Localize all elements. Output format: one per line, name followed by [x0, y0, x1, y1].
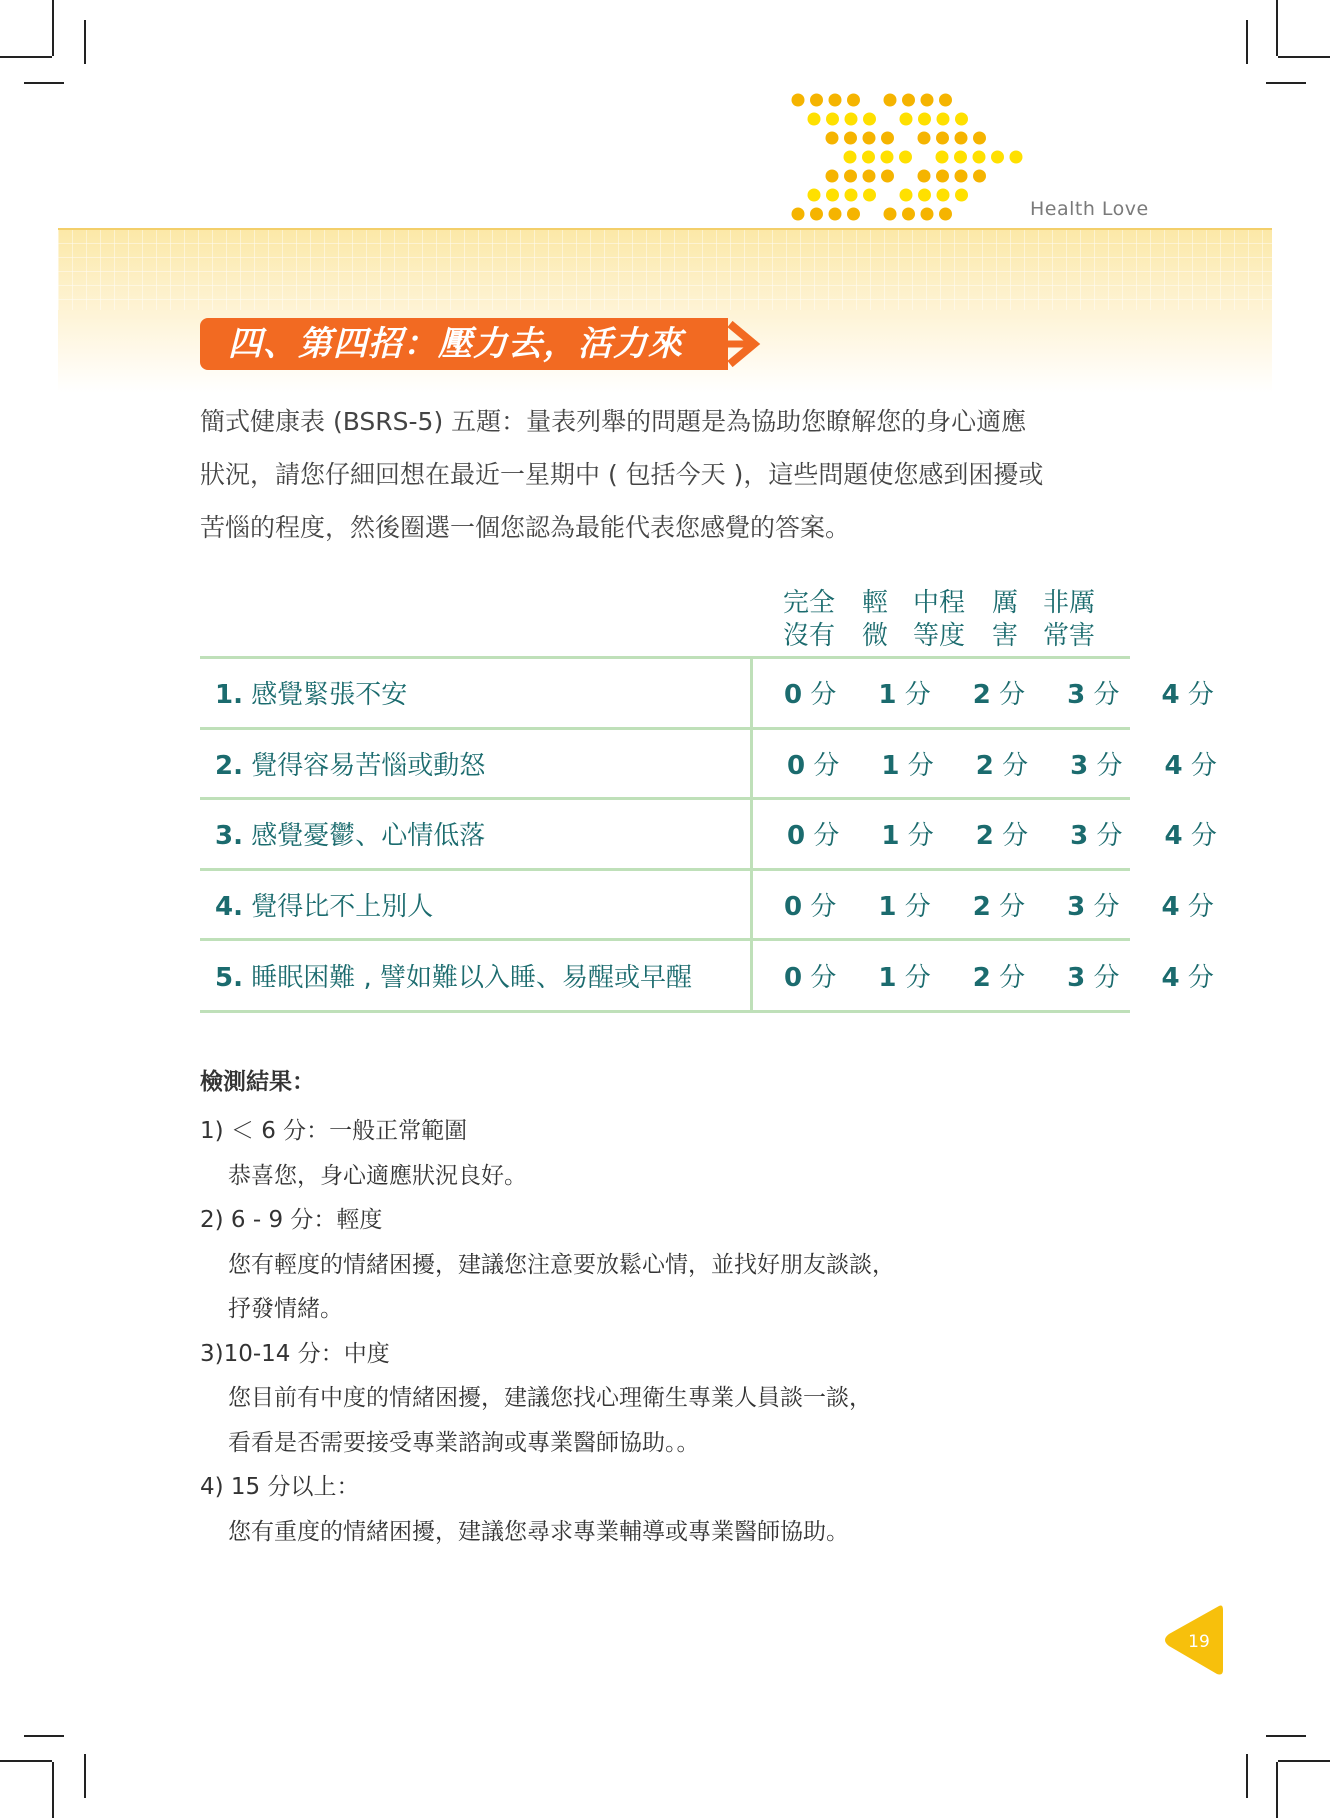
decor-dot: [881, 151, 894, 164]
result-description: 您有重度的情緒困擾，建議您尋求專業輔導或專業醫師協助。: [228, 1518, 849, 1545]
question-item: 5. 睡眠困難 , 譬如難以入睡、易醒或早醒: [215, 963, 693, 993]
result-description: 恭喜您，身心適應狀況良好。: [228, 1162, 527, 1189]
decor-dot: [810, 94, 823, 107]
decor-dot: [973, 151, 986, 164]
decor-dot: [863, 132, 876, 145]
decor-dot: [808, 113, 821, 126]
decor-dot: [881, 170, 894, 183]
score-option[interactable]: 1 分: [878, 680, 931, 710]
decor-dot: [845, 113, 858, 126]
question-item: 1. 感覺緊張不安: [215, 680, 408, 710]
score-option[interactable]: 3 分: [1070, 751, 1123, 781]
decor-dot: [973, 132, 986, 145]
decor-dot: [921, 208, 934, 221]
decor-dot: [808, 189, 821, 202]
decor-dot: [829, 208, 842, 221]
intro-line: 苦惱的程度，然後圈選一個您認為最能代表您感覺的答案。: [200, 513, 851, 542]
decor-dot: [900, 113, 913, 126]
result-description: 抒發情緒。: [228, 1296, 343, 1322]
score-option[interactable]: 2 分: [972, 680, 1026, 710]
crop-mark: [1278, 1760, 1330, 1762]
score-options: [784, 886, 1256, 923]
table-rule: [200, 1010, 1130, 1013]
result-description: 您有輕度的情緒困擾，建議您注意要放鬆心情，並找好朋友談談，: [228, 1251, 895, 1278]
decor-dot: [884, 208, 897, 221]
decor-dot: [862, 151, 875, 164]
decor-dot: [863, 113, 876, 126]
score-option[interactable]: 2 分: [975, 821, 1029, 851]
score-option[interactable]: 4 分: [1161, 892, 1214, 922]
crop-mark: [1276, 1762, 1278, 1818]
score-option[interactable]: 1 分: [878, 892, 931, 922]
crop-mark: [24, 1735, 64, 1737]
decor-dot: [844, 132, 857, 145]
result-description: 看看是否需要接受專業諮詢或專業醫師協助。。: [228, 1429, 700, 1456]
decor-dot: [918, 132, 931, 145]
decor-dot: [826, 189, 839, 202]
score-option[interactable]: 4 分: [1161, 680, 1214, 710]
result-range: 4) 15 分以上：: [200, 1474, 360, 1500]
brand-text: Health Love: [1030, 198, 1149, 220]
decor-dot: [955, 113, 968, 126]
decor-dot: [939, 208, 952, 221]
score-option[interactable]: 3 分: [1067, 892, 1120, 922]
col-header-severe: 厲 害: [992, 588, 1019, 651]
score-option[interactable]: 4 分: [1164, 821, 1217, 851]
score-options: [787, 745, 1259, 782]
question-item: 4. 覺得比不上別人: [215, 892, 434, 922]
decor-dot: [918, 189, 931, 202]
col-header-mild: 輕 微: [862, 588, 889, 651]
col-header-none: 完全 沒有: [783, 588, 836, 651]
decor-dot: [902, 208, 915, 221]
decor-dot: [1010, 151, 1023, 164]
score-option[interactable]: 1 分: [881, 751, 934, 781]
result-range: 1) ＜ 6 分：一般正常範圍: [200, 1118, 468, 1144]
decor-dot: [844, 151, 857, 164]
decor-dot: [973, 170, 986, 183]
score-option[interactable]: 1 分: [881, 821, 934, 851]
decor-dot: [936, 170, 949, 183]
table-rule: [200, 868, 1130, 871]
score-option[interactable]: 4 分: [1164, 751, 1217, 781]
result-description: 您目前有中度的情緒困擾，建議您找心理衛生專業人員談一談，: [228, 1385, 872, 1411]
crop-mark: [84, 1754, 86, 1798]
decor-dot: [826, 113, 839, 126]
result-range: 3)10-14 分：中度: [200, 1340, 390, 1367]
results-section: [200, 1065, 895, 1554]
decor-dot: [955, 170, 968, 183]
score-option[interactable]: 0 分: [784, 963, 837, 993]
decor-dot: [881, 132, 894, 145]
score-option[interactable]: 2 分: [972, 892, 1026, 922]
decor-dot: [991, 151, 1004, 164]
score-options: [784, 674, 1256, 711]
decor-dot: [955, 132, 968, 145]
results-heading: 檢測結果：: [200, 1069, 315, 1095]
decor-dot: [863, 189, 876, 202]
table-rule: [200, 938, 1130, 941]
score-option[interactable]: 3 分: [1070, 821, 1123, 851]
page-number-badge: [1155, 1600, 1225, 1680]
decor-dot: [847, 208, 860, 221]
decor-dot: [863, 170, 876, 183]
decor-dot: [936, 132, 949, 145]
col-header-moderate: 中程 等度: [913, 588, 966, 651]
decor-dot: [900, 189, 913, 202]
decor-dot: [918, 113, 931, 126]
intro-paragraph: [200, 395, 1140, 554]
title-arrow-icon: [724, 316, 762, 372]
page-number: 19: [1188, 1632, 1210, 1652]
decor-dot: [955, 189, 968, 202]
decor-dot: [921, 94, 934, 107]
table-column-divider: [750, 658, 753, 1012]
decor-dot: [844, 170, 857, 183]
table-rule: [200, 727, 1130, 730]
decor-dot: [810, 208, 823, 221]
score-option[interactable]: 1 分: [878, 963, 931, 993]
score-option[interactable]: 0 分: [784, 680, 837, 710]
question-item: 3. 感覺憂鬱、心情低落: [215, 821, 486, 851]
decor-dot: [826, 170, 839, 183]
crop-mark: [1246, 1754, 1248, 1798]
score-options: [787, 815, 1259, 852]
decor-dot: [939, 94, 952, 107]
score-option[interactable]: 3 分: [1067, 680, 1120, 710]
header-band-grid: [58, 230, 1272, 310]
decor-dot: [918, 170, 931, 183]
result-range: 2) 6 - 9 分：輕度: [200, 1207, 383, 1233]
table-rule: [200, 656, 1130, 659]
decor-dot: [899, 151, 912, 164]
score-option[interactable]: 4 分: [1161, 963, 1214, 993]
decor-dot: [829, 94, 842, 107]
page-title: 四、第四招：壓力去，活力來: [228, 324, 683, 364]
decor-dot: [937, 113, 950, 126]
question-item: 2. 覺得容易苦惱或動怒: [215, 751, 486, 781]
decor-dot: [954, 151, 967, 164]
score-option[interactable]: 0 分: [787, 751, 840, 781]
crop-mark: [52, 1762, 54, 1818]
decor-dot: [845, 189, 858, 202]
decor-dot: [792, 208, 805, 221]
intro-line: 狀況，請您仔細回想在最近一星期中 ( 包括今天 )，這些問題使您感到困擾或: [200, 460, 1044, 489]
decor-dot: [826, 132, 839, 145]
decor-dot: [936, 151, 949, 164]
decor-dot: [884, 94, 897, 107]
score-option[interactable]: 2 分: [972, 963, 1026, 993]
decor-dot: [792, 94, 805, 107]
col-header-very-severe: 非厲 常害: [1043, 588, 1096, 651]
decor-dot: [902, 94, 915, 107]
crop-mark: [0, 1760, 52, 1762]
table-rule: [200, 797, 1130, 800]
score-options: [784, 957, 1256, 994]
crop-mark: [1266, 1735, 1306, 1737]
decor-dot: [847, 94, 860, 107]
score-option[interactable]: 0 分: [784, 892, 837, 922]
decor-dot: [937, 189, 950, 202]
intro-line: 簡式健康表 (BSRS-5) 五題：量表列舉的問題是為協助您瞭解您的身心適應: [200, 407, 1027, 436]
score-option[interactable]: 0 分: [787, 821, 840, 851]
score-option[interactable]: 2 分: [975, 751, 1029, 781]
score-option[interactable]: 3 分: [1067, 963, 1120, 993]
